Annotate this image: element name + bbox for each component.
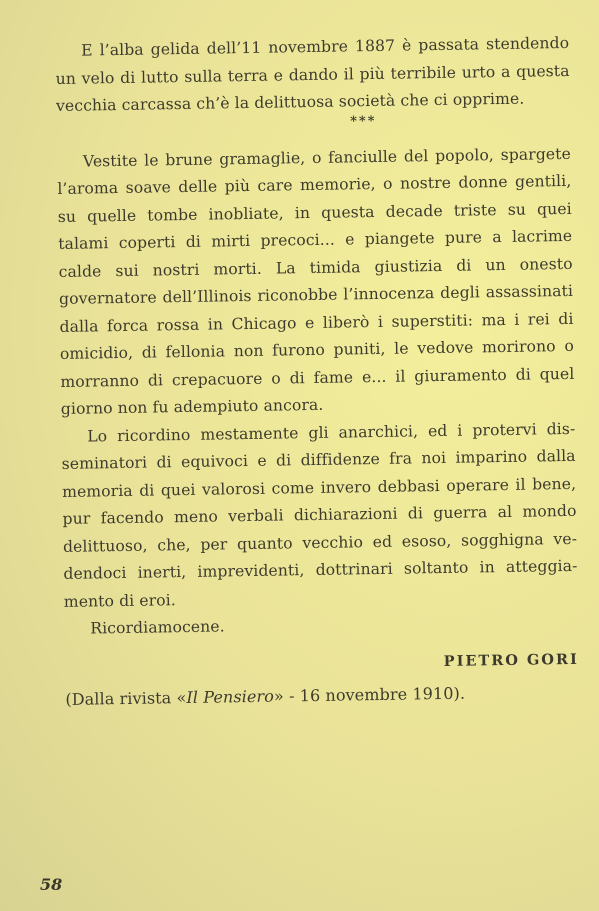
author-signature: PIETRO GORI xyxy=(443,650,579,670)
source-suffix: » - 16 novembre 1910). xyxy=(273,683,466,706)
section-separator: *** xyxy=(350,113,377,129)
paragraph-1: E l’alba gelida dell’11 novembre 1887 è passata stendendo un velo di lutto sulla terra e dando il più terribile urto a questa vecchia carcassa ch’è la delittuosa società che ci opprime. xyxy=(55,33,570,115)
source-prefix: (Dalla rivista « xyxy=(65,688,187,709)
source-journal: Il Pensiero xyxy=(186,686,275,708)
paragraph-2: Vestite le brune gramaglie, o fanciulle del popolo, spargete l’aroma soave delle più care memorie, o nostre donne gentili, su quelle tombe inobliate, in questa decade triste su quei talami coperti di mirti precoci... e piangete pure a lacrime calde sui nostri morti. La timida giustizia di un onesto governatore dell’Illinois riconobbe l’innocenza degli assassinati dalla forca rossa in Chicago e liberò i superstiti: ma i rei di omicidio, di fellonia non furono puniti, le vedove morirono o morranno di crepacuore o di fame e... il giuramento di quel giorno non fu adempiuto ancora. xyxy=(57,144,575,418)
paragraph-3: Lo ricordino mestamente gli anarchici, ed i protervi disseminatori di equivoci e di diffidenze fra noi imparino dalla memoria di quei valorosi come invero debbasi operare il bene, pur facendo meno verbali dichiarazioni di guerra al mondo delittuoso, che, per quanto vecchio ed esoso, sogghigna vedendoci inerti, imprevidenti, dottrinari soltanto in atteggiamento di eroi. xyxy=(61,419,578,611)
page-number: 58 xyxy=(40,875,63,894)
text-block xyxy=(55,30,580,713)
paragraph-4: Ricordiamocene. xyxy=(90,617,225,638)
source-citation xyxy=(65,679,579,713)
